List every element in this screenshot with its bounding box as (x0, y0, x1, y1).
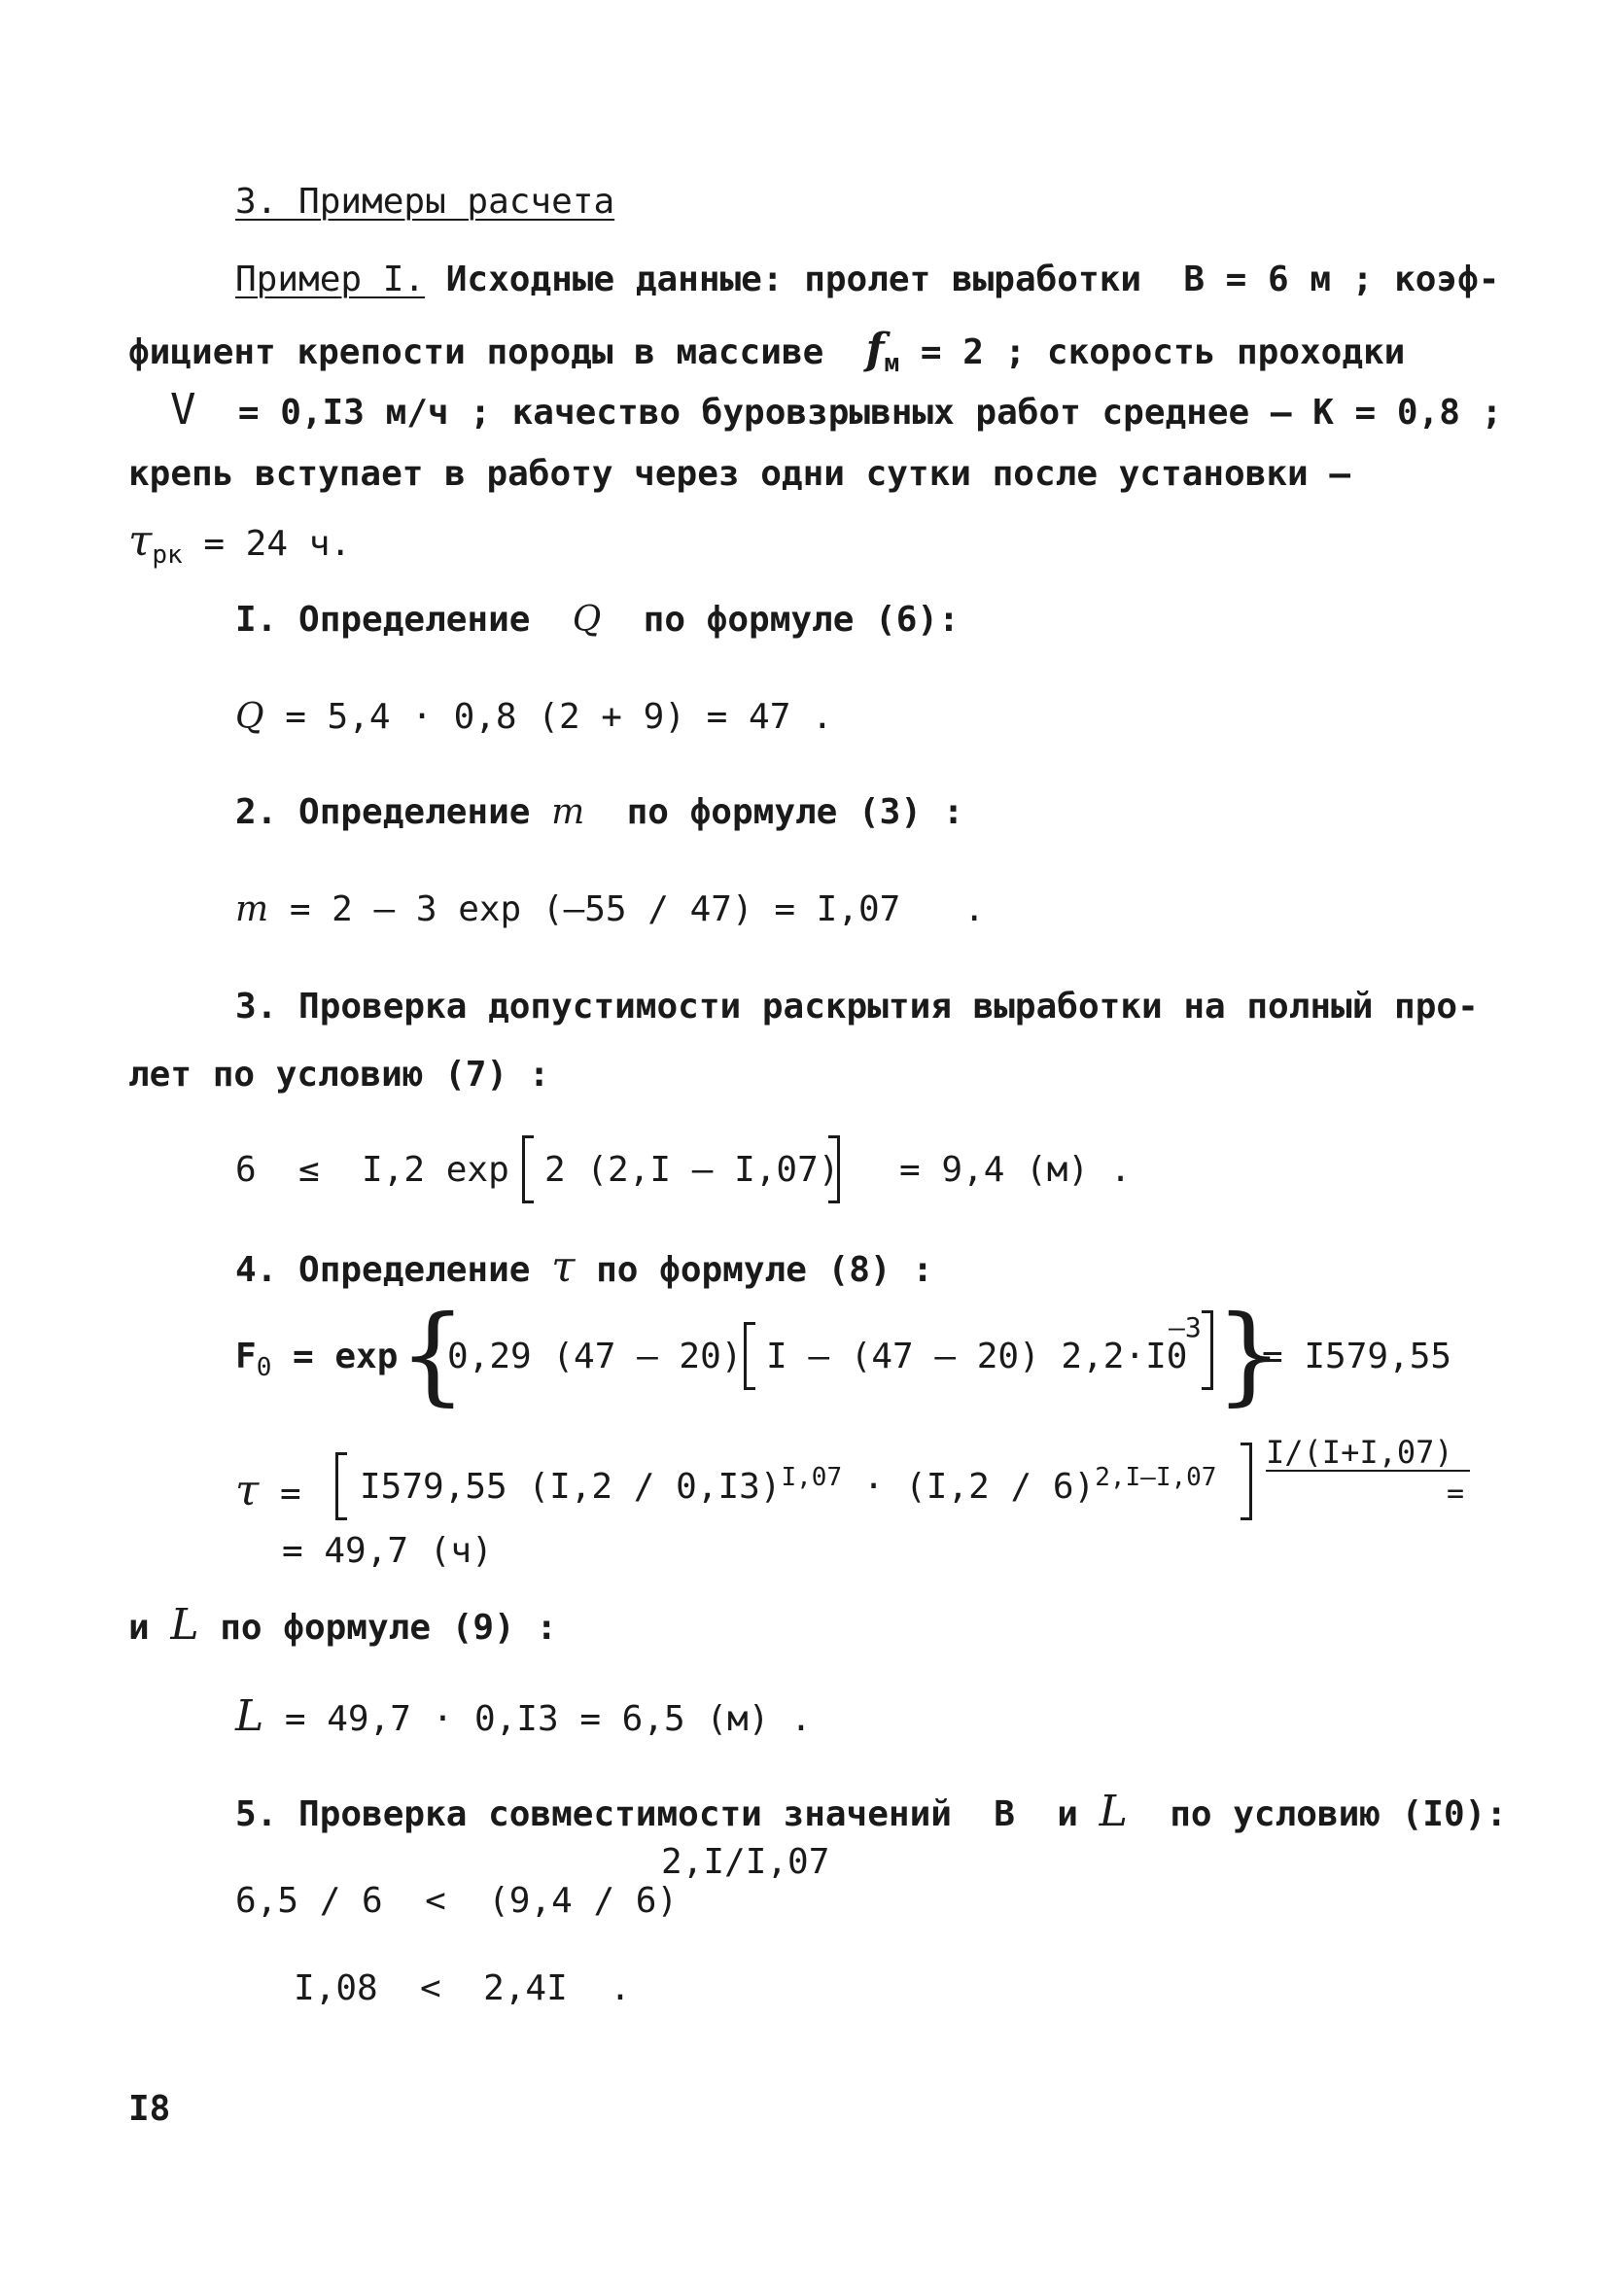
step5-heading (235, 1787, 1507, 1836)
step2-text-b: по формуле (3) : (584, 792, 964, 832)
tau-inner: I579,55 (I,2 / 0,I3) (360, 1467, 782, 1507)
example-line-2 (128, 325, 1406, 379)
example-text-1: Исходные данные: пролет выработки B = 6 м ; коэф- (425, 260, 1500, 299)
q-symbol: Q (572, 600, 602, 640)
step4-heading (235, 1242, 933, 1292)
l-formula-text: = 49,7 · 0,I3 = 6,5 (м) . (263, 1699, 812, 1739)
and-text-b: по формуле (9) : (198, 1608, 558, 1648)
tau-left-bracket (335, 1452, 347, 1520)
page-number: I8 (128, 2089, 171, 2129)
example-line-4: крепь вступает в работу через одни сутки после установки – (128, 454, 1351, 494)
example-line-5 (128, 516, 352, 571)
tau-result: = 49,7 (ч) (282, 1531, 493, 1571)
example-text-2b: = 2 ; скорость проходки (899, 332, 1406, 372)
tau-eq: = (259, 1474, 323, 1513)
step3-formula-b: = 9,4 (м) . (899, 1150, 1132, 1190)
f0-inner-2: I – (47 – 20) 2,2·I0 (766, 1337, 1188, 1376)
m-symbol: m (551, 792, 585, 832)
f-symbol: f (865, 325, 885, 374)
step4-text-a: 4. Определение (235, 1250, 552, 1290)
step1-text-b: по формуле (6): (601, 600, 960, 640)
tau-exponent-underline (1266, 1470, 1470, 1472)
l-formula-symbol: L (235, 1691, 264, 1741)
step3-formula-a: 6 ≤ I,2 exp (235, 1150, 509, 1190)
tau-formula-symbol: τ (235, 1466, 260, 1515)
step1-heading (235, 600, 960, 640)
tau-lhs (235, 1466, 323, 1515)
step2-formula-text: = 2 – 3 exp (–55 / 47) = I,07 . (268, 889, 986, 929)
right-square-bracket (828, 1135, 840, 1203)
step1-formula-text: = 5,4 · 0,8 (2 + 9) = 47 . (263, 697, 833, 737)
f0-symbol: F (235, 1337, 257, 1376)
tau-mid: · (I,2 / 6) (842, 1467, 1096, 1507)
ineq1-text: 6,5 / 6 < (9,4 / 6) (235, 1881, 679, 1921)
tau-symbol: τ (128, 516, 153, 566)
step5-text-b: по условию (I0): (1127, 1794, 1507, 1834)
step2-text-a: 2. Определение (235, 792, 552, 832)
and-text: и (128, 1608, 171, 1648)
f0-inner-1: 0,29 (47 – 20) (447, 1337, 743, 1376)
right-curly-brace: } (1215, 1292, 1283, 1416)
f0-subscript: 0 (256, 1353, 272, 1383)
example-line-3 (170, 385, 1503, 435)
and-l-line (128, 1600, 558, 1650)
step2-heading (235, 792, 964, 832)
f0-left-bracket (744, 1322, 755, 1390)
f-subscript: м (884, 349, 900, 379)
tau-right-bracket (1241, 1443, 1252, 1520)
f0-exponent: –3 (1169, 1311, 1202, 1343)
tau-step-symbol: τ (551, 1242, 576, 1292)
step1-text-a: I. Определение (235, 600, 573, 640)
step3-line-1: 3. Проверка допустимости раскрытия выработки на полный про- (235, 987, 1479, 1026)
tau-subscript: рк (152, 540, 183, 571)
step4-text-b: по формуле (8) : (575, 1250, 933, 1290)
step2-formula (235, 889, 986, 929)
example-line-1 (235, 262, 1499, 297)
step5-text-a: 5. Проверка совместимости значений B и (235, 1794, 1100, 1834)
f0-right-bracket (1202, 1310, 1213, 1390)
example-label: Пример I. (235, 260, 426, 299)
tau-continuation-eq: = (1447, 1477, 1465, 1511)
example-text-5: = 24 ч. (182, 524, 352, 564)
tau-exponent-2: 2,I–I,07 (1095, 1463, 1217, 1492)
f0-lhs (235, 1337, 399, 1383)
example-text-2a: фициент крепости породы в массиве (128, 332, 866, 372)
v-symbol: V (170, 385, 196, 435)
f0-result: = I579,55 (1262, 1337, 1452, 1376)
tau-inner-text (360, 1463, 1217, 1507)
step5-inequality-2: I,08 < 2,4I . (294, 1968, 631, 2008)
f0-exp-text: = exp (271, 1337, 399, 1376)
q-formula-symbol: Q (235, 697, 264, 737)
tau-exponent-1: I,07 (781, 1463, 843, 1492)
tau-outer-exponent: I/(I+I,07) (1266, 1434, 1453, 1471)
example-text-3: = 0,I3 м/ч ; качество буровзрывных работ среднее – K = 0,8 ; (195, 393, 1503, 433)
section-title: 3. Примеры расчета (235, 182, 615, 222)
step3-line-2: лет по условию (7) : (128, 1055, 550, 1095)
l-formula (235, 1691, 812, 1741)
step3-formula-inner: 2 (2,I – I,07) (544, 1150, 840, 1190)
m-formula-symbol: m (235, 889, 269, 929)
step1-formula (235, 697, 833, 737)
left-square-bracket (522, 1135, 534, 1203)
l-symbol: L (170, 1600, 199, 1650)
step5-l-symbol: L (1099, 1787, 1128, 1836)
left-curly-brace: { (399, 1292, 467, 1416)
step5-inequality-1 (235, 1881, 679, 1921)
ineq1-exponent: 2,I/I,07 (661, 1842, 830, 1882)
